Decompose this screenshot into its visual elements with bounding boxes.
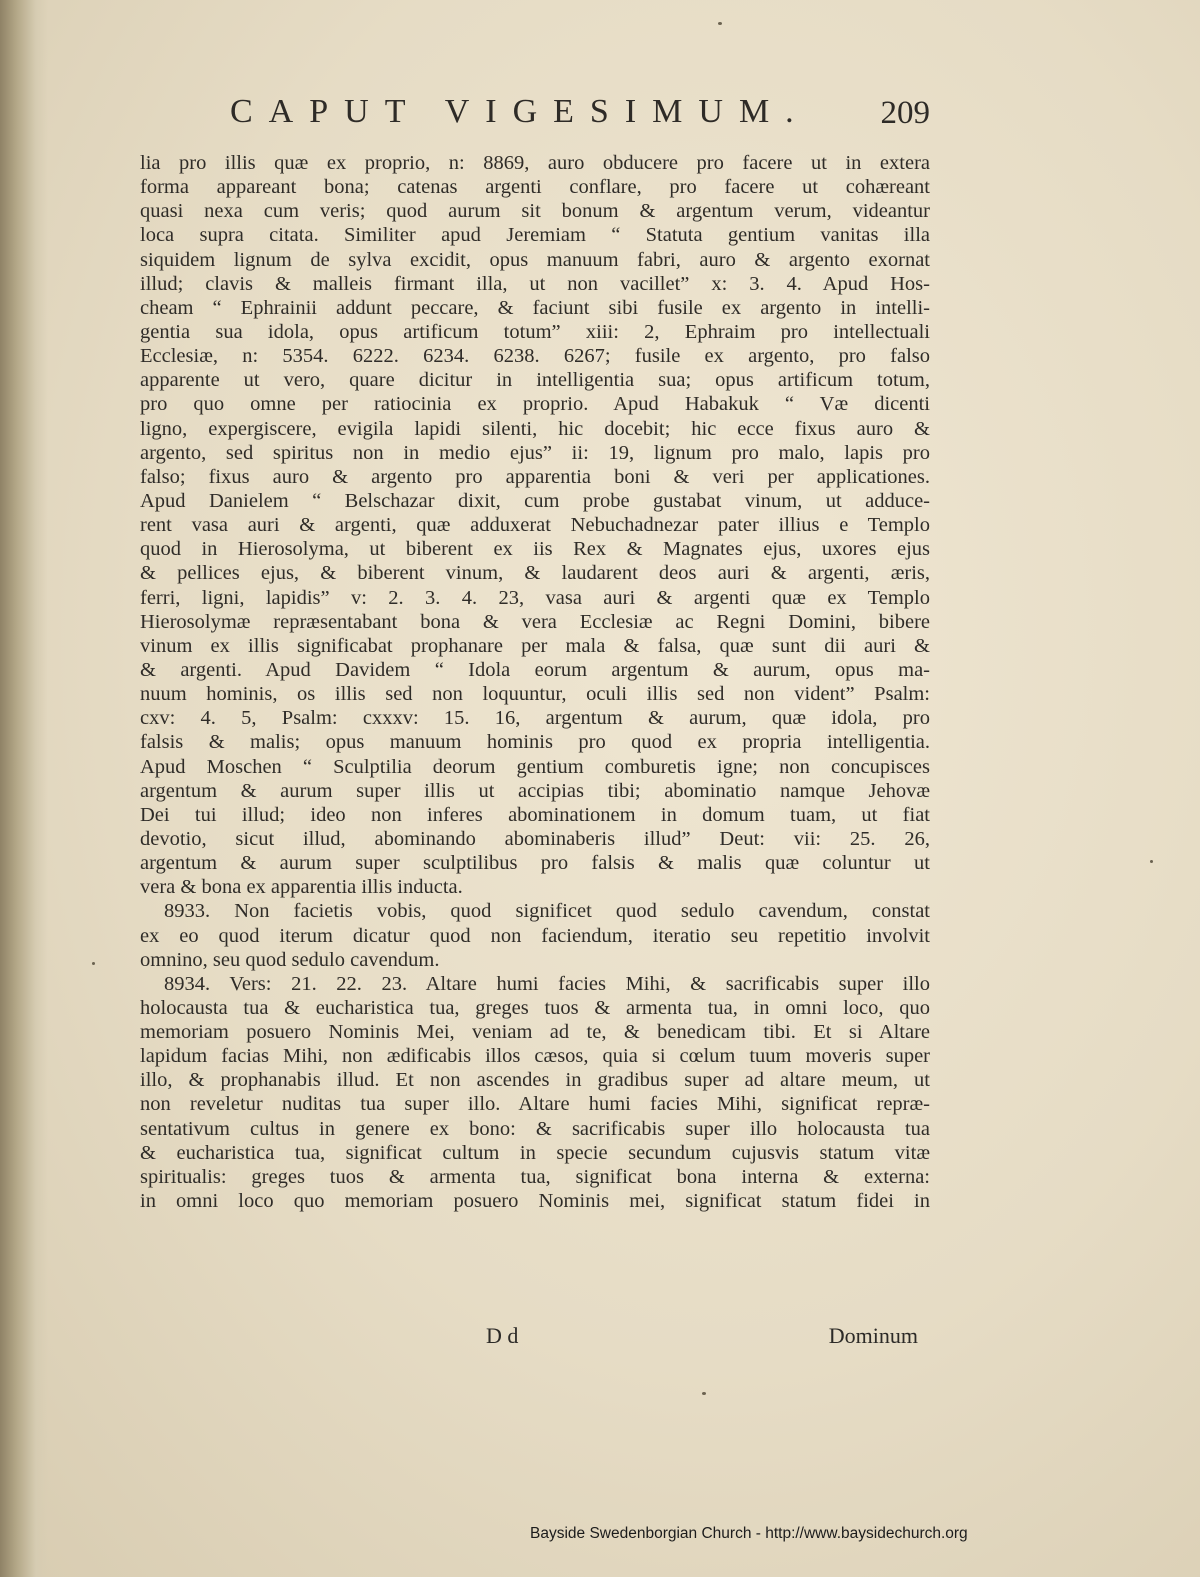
paragraph-8933-start: 8933. Non facietis vobis, quod significet quod sedulo cavendum, constat bbox=[164, 900, 930, 923]
text-line: rent vasa auri & argenti, quæ adduxerat Nebuchadnezar pater illius e Templo bbox=[140, 514, 930, 537]
text-line: siquidem lignum de sylva excidit, opus manuum fabri, auro & argento exornat bbox=[140, 248, 930, 271]
text-line: ligno, expergiscere, evigila lapidi silenti, hic docebit; hic ecce fixus auro & bbox=[140, 417, 930, 440]
text-line: illo, & prophanabis illud. Et non ascendes in gradibus super ad altare meum, ut bbox=[140, 1069, 930, 1092]
text-line: cxv: 4. 5, Psalm: cxxxv: 15. 16, argentum & aurum, quæ idola, pro bbox=[140, 707, 930, 730]
text-line: apparente ut vero, quare dicitur in intelligentia sua; opus artificum totum, bbox=[140, 369, 930, 392]
page-footer bbox=[140, 1323, 930, 1353]
signature-mark: D d bbox=[486, 1323, 519, 1348]
text-line: Hierosolymæ repræsentabant bona & vera Ecclesiæ ac Regni Domini, bibere bbox=[140, 610, 930, 633]
text-line: & argenti. Apud Davidem “ Idola eorum argentum & aurum, opus ma- bbox=[140, 658, 930, 681]
text-line: cheam “ Ephrainii addunt peccare, & faciunt sibi fusile ex argento in intelli- bbox=[140, 296, 930, 319]
text-line: argentum & aurum super sculptilibus pro falsis & malis quæ coluntur ut bbox=[140, 852, 930, 875]
text-line: argentum & aurum super illis ut accipias tibi; abominatio namque Jehovæ bbox=[140, 779, 930, 802]
text-line: nuum hominis, os illis sed non loquuntur, oculi illis sed non vident” Psalm: bbox=[140, 683, 930, 706]
text-line: gentia sua idola, opus artificum totum” xiii: 2, Ephraim pro intellectuali bbox=[140, 320, 930, 343]
text-line: ferri, ligni, lapidis” v: 2. 3. 4. 23, vasa auri & argenti quæ ex Templo bbox=[140, 586, 930, 609]
text-line: Apud Moschen “ Sculptilia deorum gentium comburetis igne; non concupisces bbox=[140, 755, 930, 778]
text-line: pro quo omne per ratiocinia ex proprio. Apud Habakuk “ Væ dicenti bbox=[140, 393, 930, 416]
text-line: & pellices ejus, & biberent vinum, & laudarent deos auri & argenti, æris, bbox=[140, 562, 930, 585]
watermark-credit: Bayside Swedenborgian Church - http://www.baysidechurch.org bbox=[530, 1525, 968, 1542]
text-line: argento, sed spiritus non in medio ejus” ii: 19, lignum pro malo, lapis pro bbox=[140, 441, 930, 464]
paper-speck bbox=[718, 22, 722, 25]
text-line: lia pro illis quæ ex proprio, n: 8869, auro obducere pro facere ut in extera bbox=[140, 152, 930, 174]
text-line: Apud Danielem “ Belschazar dixit, cum probe gustabat vinum, ut adduce- bbox=[140, 489, 930, 512]
text-line: vera & bona ex apparentia illis inducta. bbox=[140, 876, 463, 899]
running-title: CAPUT VIGESIMUM. bbox=[230, 93, 810, 130]
text-line: omnino, seu quod sedulo cavendum. bbox=[140, 948, 440, 971]
text-line: & eucharistica tua, significat cultum in specie secundum cujusvis statum vitæ bbox=[140, 1141, 930, 1164]
text-line: forma appareant bona; catenas argenti conflare, pro facere ut cohæreant bbox=[140, 176, 930, 199]
paper-speck bbox=[702, 1392, 706, 1395]
text-line: sentativum cultus in genere ex bono: & sacrificabis super illo holocausta tua bbox=[140, 1117, 930, 1140]
text-line: ex eo quod iterum dicatur quod non faciendum, iteratio seu repetitio involvit bbox=[140, 924, 930, 947]
text-line: Dei tui illud; ideo non inferes abominationem in domum tuam, ut fiat bbox=[140, 803, 930, 826]
text-line: falso; fixus auro & argento pro apparentia boni & veri per applicationes. bbox=[140, 465, 930, 488]
text-line: quod in Hierosolyma, ut biberent ex iis Rex & Magnates ejus, uxores ejus bbox=[140, 538, 930, 561]
text-line: vinum ex illis significabat prophanare per mala & falsa, quæ sunt dii auri & bbox=[140, 634, 930, 657]
text-line: memoriam posuero Nominis Mei, veniam ad te, & benedicam tibi. Et si Altare bbox=[140, 1021, 930, 1044]
paper-speck bbox=[1150, 860, 1153, 863]
paragraph-8934-start: 8934. Vers: 21. 22. 23. Altare humi facies Mihi, & sacrificabis super illo bbox=[164, 972, 930, 995]
text-line: Ecclesiæ, n: 5354. 6222. 6234. 6238. 6267; fusile ex argento, pro falso bbox=[140, 345, 930, 368]
catchword: Dominum bbox=[828, 1323, 918, 1348]
text-line: spiritualis: greges tuos & armenta tua, significat bona interna & externa: bbox=[140, 1165, 930, 1188]
text-line: loca supra citata. Similiter apud Jeremiam “ Statuta gentium vanitas illa bbox=[140, 224, 930, 247]
text-line: falsis & malis; opus manuum hominis pro quod ex propria intelligentia. bbox=[140, 731, 930, 754]
running-head bbox=[140, 93, 930, 143]
paper-speck bbox=[92, 962, 95, 965]
body-text bbox=[140, 151, 930, 1213]
text-line: illud; clavis & malleis firmant illa, ut non vacillet” x: 3. 4. Apud Hos- bbox=[140, 272, 930, 295]
page-number: 209 bbox=[880, 95, 930, 131]
text-line: lapidum facias Mihi, non ædificabis illos cæsos, quia si cœlum tuum moveris super bbox=[140, 1045, 930, 1068]
book-spine-shadow bbox=[0, 0, 48, 1577]
text-line: non reveletur nuditas tua super illo. Altare humi facies Mihi, significat repræ- bbox=[140, 1093, 930, 1116]
text-line: devotio, sicut illud, abominando abominaberis illud” Deut: vii: 25. 26, bbox=[140, 827, 930, 850]
text-line: quasi nexa cum veris; quod aurum sit bonum & argentum verum, videantur bbox=[140, 200, 930, 223]
text-line: holocausta tua & eucharistica tua, greges tuos & armenta tua, in omni loco, quo bbox=[140, 996, 930, 1019]
text-line: in omni loco quo memoriam posuero Nominis mei, significat statum fidei in bbox=[140, 1190, 930, 1213]
